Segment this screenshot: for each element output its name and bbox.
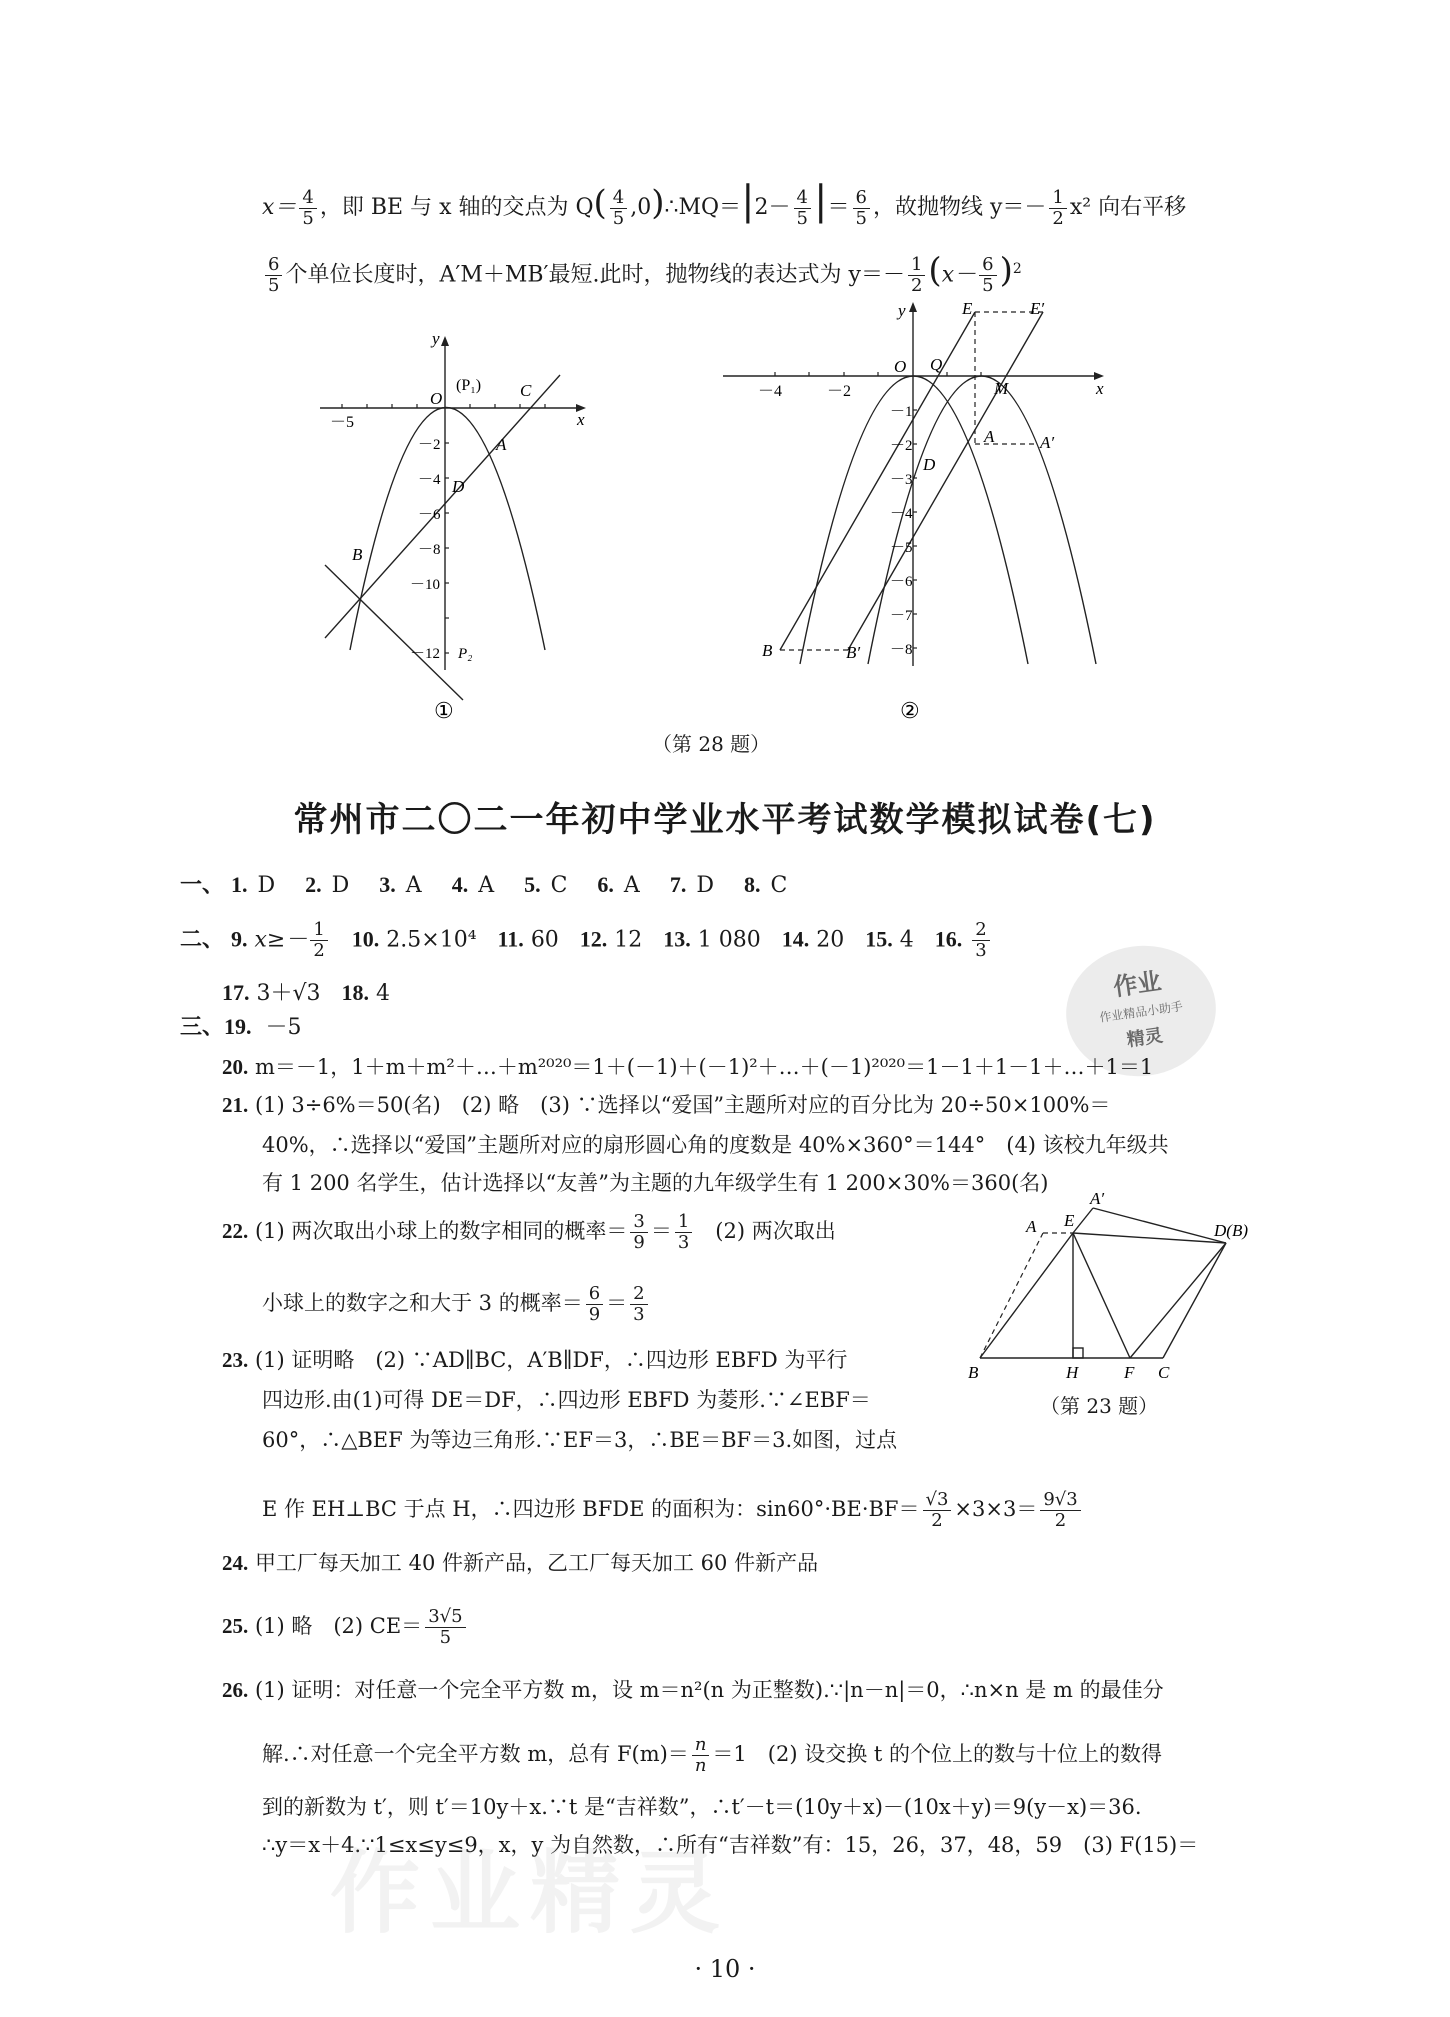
figure-caption: （第 28 题） bbox=[652, 732, 771, 756]
q-answer: 1 080 bbox=[697, 927, 761, 953]
fraction: $\frac{6}{5}$ bbox=[265, 255, 282, 296]
fraction: $\frac{4}{5}$ bbox=[610, 188, 627, 229]
point-A2: A′ bbox=[1040, 433, 1055, 452]
q-number: 22. bbox=[222, 1219, 249, 1243]
tick-label: －1 bbox=[890, 404, 913, 420]
tick-label: －5 bbox=[890, 540, 913, 556]
q26-line-1 bbox=[222, 1675, 1164, 1705]
q-answer: C bbox=[550, 873, 568, 898]
q-answer: (2) 两次取出 bbox=[715, 1219, 836, 1243]
top-line-2: $\frac{6}{5}$ 个单位长度时，A′M＋MB′最短.此时，抛物线的表达式为 y＝－ $\frac{1}{2}$ (x－ $\frac{6}{5}$ )$^2$ bbox=[262, 254, 1022, 296]
q-answer: 甲工厂每天加工 40 件新产品，乙工厂每天加工 60 件新产品 bbox=[254, 1551, 819, 1575]
q-number: 13. bbox=[663, 926, 691, 952]
q-answer: ∴y＝x＋4.∵1≤x≤y≤9，x，y 为自然数，∴所有“吉祥数”有：15，26，37，48，59 (3) F(15)＝ bbox=[262, 1833, 1199, 1857]
fraction: $\frac{√3}{2}$ bbox=[923, 1490, 952, 1531]
watermark: 作业精灵 bbox=[330, 1841, 730, 1946]
y-label: y bbox=[432, 329, 440, 348]
q-answer: 20 bbox=[816, 927, 845, 953]
x-label: x bbox=[577, 410, 585, 429]
q-answer: 4 bbox=[376, 981, 390, 1006]
q-number: 19. bbox=[224, 1014, 252, 1039]
q-number: 15. bbox=[865, 926, 893, 952]
q23-line-2 bbox=[262, 1385, 871, 1415]
q-number: 20. bbox=[222, 1055, 249, 1079]
point-A: A bbox=[1026, 1217, 1037, 1236]
fraction: $\frac{4}{5}$ bbox=[299, 188, 316, 229]
q-answer: 3＋√3 bbox=[256, 981, 321, 1006]
q-answer: (1) 证明略 (2) ∵AD∥BC，A′B∥DF，∴四边形 EBFD 为平行 bbox=[254, 1348, 848, 1372]
q-number: 24. bbox=[222, 1551, 249, 1575]
q22-line-2: 小球上的数字之和大于 3 的概率＝ $\frac{6}{9}$ ＝ $\frac{2}{3}$ bbox=[262, 1284, 651, 1325]
q-answer: (1) 两次取出小球上的数字相同的概率＝ bbox=[254, 1219, 628, 1243]
tick-label: －2 bbox=[418, 437, 441, 453]
q-answer: 解.∴对任意一个完全平方数 m，总有 F(m)＝ bbox=[262, 1742, 689, 1766]
point-C: C bbox=[520, 381, 532, 400]
side-be bbox=[980, 1233, 1073, 1358]
tick-label: －3 bbox=[890, 472, 913, 488]
q-number: 10. bbox=[351, 926, 380, 952]
tick-label: －7 bbox=[890, 608, 913, 624]
point-A2: A′ bbox=[1090, 1189, 1105, 1208]
point-E: E bbox=[1064, 1211, 1075, 1230]
tick-label: －12 bbox=[410, 646, 441, 662]
q-answer: (1) 略 (2) CE＝ bbox=[254, 1614, 423, 1638]
text: 个单位长度时，A′M＋MB′最短.此时，抛物线的表达式为 y＝－ bbox=[285, 262, 905, 288]
q20 bbox=[222, 1052, 1153, 1082]
fraction: $\frac{9√3}{2}$ bbox=[1040, 1490, 1080, 1531]
fraction: $\frac{1}{2}$ bbox=[1049, 188, 1066, 229]
q21-line-2 bbox=[262, 1130, 1169, 1160]
tick-label: －4 bbox=[758, 383, 783, 400]
q-answer: D bbox=[257, 873, 276, 898]
dashed-ba bbox=[980, 1233, 1043, 1358]
q-answer: (1) 证明：对任意一个完全平方数 m，设 m＝n²(n 为正整数).∵|n－n|＝0，∴n×n 是 m 的最佳分 bbox=[254, 1678, 1164, 1702]
section-label: 三、 bbox=[180, 1014, 225, 1039]
q-number: 12. bbox=[579, 926, 608, 952]
text: ＝ bbox=[827, 195, 850, 220]
tick-label: －5 bbox=[330, 414, 355, 431]
text: ∴MQ＝ bbox=[664, 195, 742, 220]
q23-line-1 bbox=[222, 1345, 847, 1375]
fraction: $\frac{1}{3}$ bbox=[675, 1212, 692, 1253]
q-number: 11. bbox=[497, 926, 524, 952]
side-dc bbox=[1163, 1243, 1226, 1358]
section-2-row-1 bbox=[180, 920, 993, 961]
y-label: y bbox=[898, 301, 906, 320]
q-number: 4. bbox=[451, 872, 469, 897]
q-answer: 有 1 200 名学生，估计选择以“友善”为主题的九年级学生有 1 200×30%＝360(名) bbox=[262, 1171, 1049, 1195]
q-answer: D bbox=[331, 873, 350, 898]
q-answer: －5 bbox=[265, 1015, 302, 1040]
side-ea2 bbox=[1073, 1208, 1093, 1233]
q-number: 3. bbox=[379, 872, 396, 897]
x-label: x bbox=[1096, 379, 1104, 398]
q-answer: A bbox=[623, 873, 640, 898]
point-B2: B′ bbox=[846, 643, 861, 662]
q-answer: A bbox=[405, 873, 422, 898]
fraction: $\frac{2}{3}$ bbox=[630, 1284, 647, 1325]
text: x＝ bbox=[262, 195, 297, 220]
q23-line-4 bbox=[262, 1490, 1084, 1531]
tick-label: －8 bbox=[418, 542, 441, 558]
q-number: 6. bbox=[597, 872, 614, 897]
q-answer: 60 bbox=[530, 927, 559, 953]
figure-2 bbox=[718, 296, 1118, 726]
tick-label: －8 bbox=[890, 642, 913, 658]
tick-label: －4 bbox=[418, 472, 441, 488]
choice-answers bbox=[231, 873, 817, 898]
q-number: 17. bbox=[222, 980, 250, 1005]
q-number: 2. bbox=[305, 872, 322, 897]
q22-line-1: 22. (1) 两次取出小球上的数字相同的概率＝ $\frac{3}{9}$ ＝ $\frac{1}{3}$ (2) 两次取出 bbox=[222, 1211, 836, 1253]
tick-label: －10 bbox=[410, 577, 441, 593]
side-df bbox=[1130, 1243, 1226, 1358]
tick-label: －2 bbox=[827, 383, 852, 400]
section-1 bbox=[180, 870, 817, 901]
text: x² 向右平移 bbox=[1069, 195, 1187, 220]
fraction: $\frac{n}{n}$ bbox=[692, 1735, 710, 1776]
q-number: 26. bbox=[222, 1678, 249, 1702]
parabola-1 bbox=[800, 376, 1028, 664]
q-answer: 2.5×10⁴ bbox=[386, 927, 477, 953]
q-number: 8. bbox=[743, 872, 761, 897]
q-answer: 到的新数为 t′，则 t′＝10y＋x.∵t 是“吉祥数”，∴t′－t＝(10y＋x)－(10x＋y)＝9(y－x)＝36. bbox=[262, 1795, 1142, 1819]
fraction: $\frac{6}{5}$ bbox=[979, 255, 996, 296]
section-label: 二、 bbox=[180, 926, 225, 952]
q-answer: x≥－ bbox=[254, 927, 308, 953]
q-number: 5. bbox=[524, 872, 541, 897]
q23-line-3 bbox=[262, 1425, 897, 1455]
point-E2: E′ bbox=[1030, 299, 1045, 318]
point-F: F bbox=[1124, 1363, 1135, 1382]
parabola bbox=[350, 408, 545, 651]
q-number: 21. bbox=[222, 1093, 249, 1117]
stamp-mid: 作业精品小助手 bbox=[1098, 999, 1184, 1025]
q-number: 23. bbox=[222, 1348, 249, 1372]
q-answer: ＝1 (2) 设交换 t 的个位上的数与十位上的数得 bbox=[712, 1742, 1162, 1766]
figure-23-caption: （第 23 题） bbox=[1040, 1394, 1159, 1418]
point-D: D(B) bbox=[1214, 1221, 1248, 1240]
y-axis-arrow bbox=[909, 302, 917, 312]
q-number: 14. bbox=[781, 926, 810, 952]
point-P1: (P₁) bbox=[456, 377, 482, 394]
q-number: 16. bbox=[934, 926, 963, 952]
fraction: $\frac{6}{5}$ bbox=[853, 188, 870, 229]
tick-label: －6 bbox=[418, 507, 441, 523]
point-O: O bbox=[430, 389, 443, 408]
point-B: B bbox=[762, 641, 773, 660]
point-D: D bbox=[923, 455, 936, 474]
q-answer: 4 bbox=[899, 927, 914, 953]
fraction: $\frac{3}{9}$ bbox=[630, 1212, 647, 1253]
text: ,0 bbox=[630, 195, 652, 220]
q-answer: 40%，∴选择以“爱国”主题所对应的扇形圆心角的度数是 40%×360°＝144° (4) 该校九年级共 bbox=[262, 1133, 1169, 1157]
point-Q: Q bbox=[930, 355, 943, 374]
section-2-row-2 bbox=[222, 978, 390, 1009]
point-P2: P₂ bbox=[458, 646, 473, 662]
page-number: · 10 · bbox=[694, 1955, 756, 1983]
point-A: A bbox=[496, 435, 507, 454]
q-answer: m＝－1，1＋m＋m²＋…＋m²⁰²⁰＝1＋(－1)＋(－1)²＋…＋(－1)²⁰²⁰＝1－1＋1－1＋…＋1＝1 bbox=[254, 1055, 1154, 1079]
q-answer: E 作 EH⊥BC 于点 H，∴四边形 BFDE 的面积为：sin60°·BE·BF＝ bbox=[262, 1497, 920, 1521]
q-answer: ×3×3＝ bbox=[954, 1497, 1038, 1521]
text: ，即 BE 与 x 轴的交点为 Q bbox=[319, 195, 594, 220]
text: 2－ bbox=[754, 195, 791, 220]
point-M: M bbox=[994, 379, 1009, 398]
figure-1 bbox=[320, 320, 600, 730]
q-answer: A bbox=[478, 873, 495, 898]
right-angle-mark bbox=[1073, 1348, 1083, 1358]
point-A: A bbox=[984, 427, 995, 446]
q21-line-3 bbox=[262, 1168, 1048, 1198]
side-a2d bbox=[1093, 1208, 1226, 1243]
q-number: 9. bbox=[231, 926, 248, 952]
point-D: D bbox=[452, 477, 465, 496]
figure-label: ② bbox=[900, 698, 920, 723]
q26-line-3 bbox=[262, 1792, 1142, 1822]
q-answer: (1) 3÷6%＝50(名) (2) 略 (3) ∵选择以“爱国”主题所对应的百分比为 20÷50×100%＝ bbox=[254, 1093, 1111, 1117]
figure-23 bbox=[968, 1188, 1288, 1408]
line-bp2 bbox=[325, 565, 463, 700]
tick-label: －4 bbox=[890, 506, 913, 522]
point-O: O bbox=[894, 357, 907, 376]
point-B: B bbox=[352, 545, 363, 564]
point-H: H bbox=[1066, 1363, 1079, 1382]
fraction: $\frac{4}{5}$ bbox=[794, 188, 811, 229]
point-B: B bbox=[968, 1363, 979, 1382]
q-answer: D bbox=[696, 873, 714, 898]
q-number: 1. bbox=[231, 872, 248, 897]
q-answer: 四边形.由(1)可得 DE＝DF，∴四边形 EBFD 为菱形.∵∠EBF＝ bbox=[262, 1388, 871, 1412]
stamp-bottom: 精灵 bbox=[1125, 1025, 1165, 1052]
fraction: $\frac{1}{2}$ bbox=[310, 920, 327, 961]
side-ef bbox=[1073, 1233, 1130, 1358]
q-answer: 小球上的数字之和大于 3 的概率＝ bbox=[262, 1291, 583, 1315]
q25 bbox=[222, 1607, 469, 1648]
stamp-top: 作业 bbox=[1111, 967, 1163, 1002]
y-axis-arrow bbox=[441, 336, 449, 346]
top-line-1: x＝ $\frac{4}{5}$ ，即 BE 与 x 轴的交点为 Q( $\frac{4}{5}$ ,0)∴MQ＝|2－ $\frac{4}{5}$ |＝ $\frac{6}{5}$ ，故抛物线 y＝－ $\frac{1}{2}$ x² 向右平移 bbox=[262, 178, 1187, 229]
fraction: $\frac{3√5}{5}$ bbox=[425, 1607, 465, 1648]
q21-line-1 bbox=[222, 1090, 1110, 1120]
q-answer: 12 bbox=[614, 927, 643, 953]
figure-label: ① bbox=[434, 698, 454, 723]
page-title: 常州市二〇二一年初中学业水平考试数学模拟试卷(七) bbox=[293, 800, 1157, 840]
point-C: C bbox=[1158, 1363, 1170, 1382]
q-answer: C bbox=[770, 873, 788, 898]
q-answer: 60°，∴△BEF 为等边三角形.∵EF＝3，∴BE＝BF＝3.如图，过点 bbox=[262, 1428, 898, 1452]
q-number: 18. bbox=[341, 980, 369, 1005]
fraction: $\frac{6}{9}$ bbox=[586, 1284, 603, 1325]
tick-label: －6 bbox=[890, 574, 913, 590]
side-ed bbox=[1073, 1233, 1226, 1243]
tick-label: －2 bbox=[890, 438, 913, 454]
q-number: 7. bbox=[669, 872, 687, 897]
section-label: 一、 bbox=[180, 872, 225, 897]
section-3-q19 bbox=[180, 1012, 302, 1043]
q26-line-2 bbox=[262, 1735, 1162, 1776]
fraction: $\frac{1}{2}$ bbox=[908, 255, 925, 296]
text: ，故抛物线 y＝－ bbox=[872, 195, 1047, 220]
fraction: $\frac{2}{3}$ bbox=[972, 920, 989, 961]
q24 bbox=[222, 1548, 818, 1578]
q-number: 25. bbox=[222, 1614, 249, 1638]
point-E: E bbox=[962, 299, 973, 318]
